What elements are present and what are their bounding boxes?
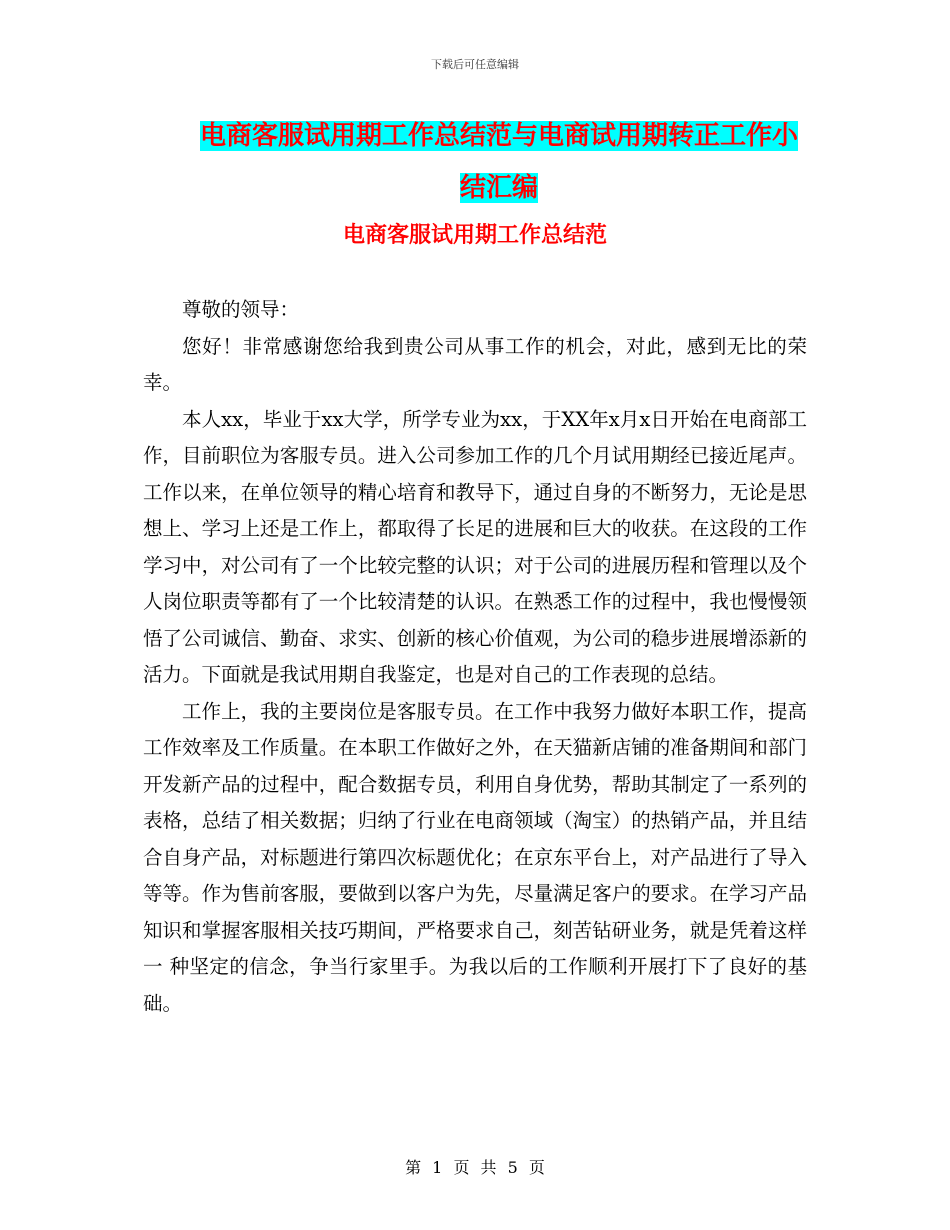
body-text: [143, 292, 807, 1022]
paragraph: 工作上，我的主要岗位是客服专员。在工作中我努力做好本职工作，提高工作效率及工作质量。在本职工作做好之外，在天猫新店铺的准备期间和部门开发新产品的过程中，配合数据专员，利用自身优势，帮助其制定了一系列的表格，总结了相关数据；归纳了行业在电商领域（淘宝）的热销产品，并且结合自身产品，对标题进行第四次标题优化；在京东平台上，对产品进行了导入等等。作为售前客服，要做到以客户为先，尽量满足客户的要求。在学习产品知识和掌握客服相关技巧期间，严格要求自己，刻苦钻研业务，就是凭着这样一 种坚定的信念，争当行家里手。为我以后的工作顺利开展打下了良好的基础。: [143, 699, 807, 1015]
document-title: [193, 110, 805, 214]
document-title-text: 电商客服试用期工作总结范与电商试用期转正工作小结汇编: [199, 121, 798, 203]
paragraph: 您好！非常感谢您给我到贵公司从事工作的机会，对此，感到无比的荣幸。: [143, 334, 807, 394]
paragraph-salutation: 尊敬的领导：: [182, 298, 300, 321]
section-title: 电商客服试用期工作总结范: [342, 222, 607, 248]
paragraph: 本人xx，毕业于xx大学，所学专业为xx，于XX年x月x日开始在电商部工作，目前职位为客服专员。进入公司参加工作的几个月试用期经已接近尾声。工作以来，在单位领导的精心培育和教导下，通过自身的不断努力，无论是思想上、学习上还是工作上，都取得了长足的进展和巨大的收获。在这段的工作学习中，对公司有了一个比较完整的认识；对于公司的进展历程和管理以及个人岗位职责等都有了一个比较清楚的认识。在熟悉工作的过程中，我也慢慢领悟了公司诚信、勤奋、求实、创新的核心价值观，为公司的稳步进展增添新的活力。下面就是我试用期自我鉴定，也是对自己的工作表现的总结。: [143, 407, 807, 686]
page-number: 第 1 页 共 5 页: [405, 1158, 545, 1177]
header-note: 下载后可任意编辑: [431, 58, 519, 71]
